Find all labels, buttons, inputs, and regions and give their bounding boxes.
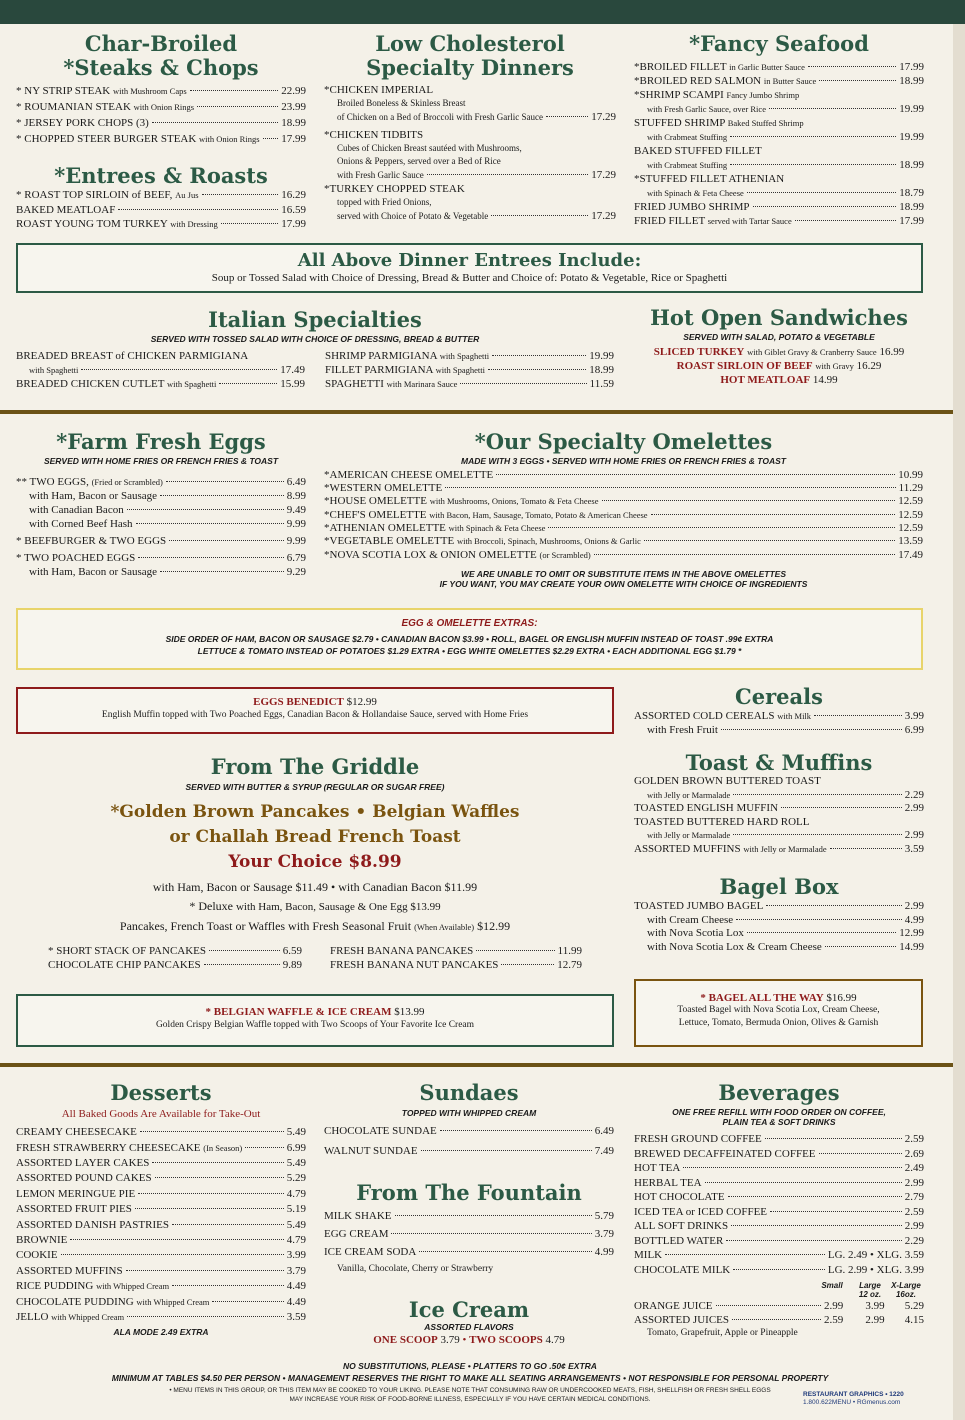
belgian-waffle-box xyxy=(16,994,614,1047)
menu-item: HOT TEA 2.49 xyxy=(634,1162,924,1175)
ice-cream-prices: ONE SCOOP 3.79 • TWO SCOOPS 4.79 xyxy=(373,1333,565,1346)
section-subtitle: ONE FREE REFILL WITH FOOD ORDER ON COFFEE, xyxy=(672,1107,886,1118)
menu-item: FRESH BANANA NUT PANCAKES 12.79 xyxy=(330,958,582,971)
menu-item: ASSORTED LAYER CAKES 5.49 xyxy=(16,1156,306,1169)
griddle-option: with Ham, Bacon or Sausage $11.49 • with Canadian Bacon $11.99 xyxy=(152,879,478,894)
menu-item: *SHRIMP SCAMPI Fancy Jumbo Shrimp xyxy=(634,89,800,102)
menu-item: BROWNIE 4.79 xyxy=(16,1233,306,1246)
section-title: Beverages xyxy=(718,1080,840,1105)
footer-line: MINIMUM AT TABLES $4.50 PER PERSON • MANAGEMENT RESERVES THE RIGHT TO MAKE ALL SEATING ARRANGEMENTS • NOT RESPONSIBLE FOR PERSONAL PROPERTY xyxy=(111,1373,829,1383)
sundaes-section xyxy=(324,1081,614,1161)
menu-item: ASSORTED MUFFINS with Jelly or Marmalade 3.59 xyxy=(634,842,924,855)
section-title: *Fancy Seafood xyxy=(689,31,869,56)
menu-item: FRESH GROUND COFFEE 2.59 xyxy=(634,1133,924,1146)
menu-item: * ROAST TOP SIRLOIN of BEEF, Au Jus 16.29 xyxy=(16,189,306,202)
menu-item: FRESH BANANA PANCAKES 11.99 xyxy=(330,944,582,957)
menu-item: ALL SOFT DRINKS 2.99 xyxy=(634,1220,924,1233)
menu-item: FILLET PARMIGIANA with Spaghetti 18.99 xyxy=(325,363,614,376)
section-title: Cereals xyxy=(735,684,823,709)
menu-item: with Nova Scotia Lox 12.99 xyxy=(647,927,924,940)
omelette-note: IF YOU WANT, YOU MAY CREATE YOUR OWN OMELETTE WITH CHOICE OF INGREDIENTS xyxy=(439,578,808,589)
menu-item: BREADED BREAST of CHICKEN PARMIGIANA xyxy=(16,349,249,362)
size-label: Large 12 oz. xyxy=(858,1281,882,1300)
farm-fresh-eggs-section xyxy=(16,430,306,579)
bagel-box-description: Toasted Bagel with Nova Scotia Lox, Cream Cheese, xyxy=(677,1005,880,1015)
benedict-header: EGGS BENEDICT $12.99 xyxy=(253,696,377,708)
menu-item: ROAST YOUNG TOM TURKEY with Dressing 17.99 xyxy=(16,218,306,231)
menu-item: ICED TEA or ICED COFFEE 2.59 xyxy=(634,1205,924,1218)
menu-item: with Corned Beef Hash 9.99 xyxy=(29,517,306,530)
griddle-headline: *Golden Brown Pancakes • Belgian Waffles xyxy=(110,801,520,822)
menu-item: MILK LG. 2.49 • XLG. 3.59 xyxy=(634,1249,924,1262)
section-subtitle: SERVED WITH BUTTER & SYRUP (REGULAR OR SUGAR FREE) xyxy=(185,782,445,793)
juice-note: Tomato, Grapefruit, Apple or Pineapple xyxy=(647,1328,798,1339)
size-label: X-Large 16oz. xyxy=(891,1281,921,1300)
griddle-option: * Deluxe with Ham, Bacon, Sausage & One Egg $13.99 xyxy=(189,898,441,913)
griddle-price: Your Choice $8.99 xyxy=(228,851,402,872)
menu-item: ROAST SIRLOIN OF BEEF with Gravy 16.29 xyxy=(676,359,882,372)
menu-item: *HOUSE OMELETTE with Mushrooms, Onions, Tomato & Feta Cheese 12.59 xyxy=(324,495,923,508)
menu-item: CREAMY CHEESECAKE 5.49 xyxy=(16,1126,306,1139)
menu-item: with Canadian Bacon 9.49 xyxy=(29,503,306,516)
section-title: Specialty Dinners xyxy=(366,55,574,81)
menu-item: *VEGETABLE OMELETTE with Broccoli, Spinach, Mushrooms, Onions & Garlic 13.59 xyxy=(324,535,923,548)
menu-item: with Fresh Garlic Sauce, over Rice 19.99 xyxy=(647,103,924,116)
menu-item: TOASTED ENGLISH MUFFIN 2.99 xyxy=(634,802,924,815)
section-title: Ice Cream xyxy=(408,1297,530,1322)
menu-item: with Jelly or Marmalade 2.99 xyxy=(647,829,924,842)
extras-line: SIDE ORDER OF HAM, BACON OR SAUSAGE $2.79 • CANADIAN BACON $3.99 • ROLL, BAGEL OR ENGLISH MUFFIN INSTEAD OF TOAST .99¢ EXTRA xyxy=(165,633,774,644)
griddle-option: Pancakes, French Toast or Waffles with Fresh Seasonal Fruit (When Available) $12.99 xyxy=(119,918,511,933)
section-title: *Steaks & Chops xyxy=(63,55,259,81)
section-subtitle: ASSORTED FLAVORS xyxy=(424,1322,514,1333)
bagel-box-header: * BAGEL ALL THE WAY $16.99 xyxy=(700,992,857,1004)
item-description: topped with Fried Onions, xyxy=(337,197,432,208)
bagel-box-description: Lettuce, Tomato, Bermuda Onion, Olives & Garnish xyxy=(678,1018,879,1028)
menu-item: *WESTERN OMELETTE 11.29 xyxy=(324,482,923,495)
box-title: All Above Dinner Entrees Include: xyxy=(297,250,642,271)
menu-item: EGG CREAM 3.79 xyxy=(324,1228,614,1241)
menu-item: with Crabmeat Stuffing 19.99 xyxy=(647,131,924,144)
menu-item: *CHEF'S OMELETTE with Bacon, Ham, Sausage, Tomato, Potato & American Cheese 12.59 xyxy=(324,508,923,521)
section-subtitle: MADE WITH 3 EGGS • SERVED WITH HOME FRIES OR FRENCH FRIES & TOAST xyxy=(461,456,786,467)
logo-line: 1.800.622MENU • RGmenus.com xyxy=(803,1399,901,1406)
menu-item: BAKED STUFFED FILLET xyxy=(634,145,762,158)
omelettes-section xyxy=(324,430,923,589)
juice-size-header xyxy=(634,1281,924,1299)
menu-item: HERBAL TEA 2.99 xyxy=(634,1176,924,1189)
menu-item: MILK SHAKE 5.79 xyxy=(324,1210,614,1223)
section-title: Toast & Muffins xyxy=(685,750,873,775)
section-divider xyxy=(0,410,953,414)
menu-item: *BROILED RED SALMON in Butter Sauce 18.99 xyxy=(634,75,924,88)
menu-item: GOLDEN BROWN BUTTERED TOAST xyxy=(634,775,821,788)
section-title: Low Cholesterol xyxy=(375,31,565,56)
restaurant-graphics-logo xyxy=(803,1391,925,1407)
omelette-note: WE ARE UNABLE TO OMIT OR SUBSTITUTE ITEMS IN THE ABOVE OMELETTES xyxy=(460,568,787,579)
menu-item: * JERSEY PORK CHOPS (3) 18.99 xyxy=(16,117,306,130)
section-title: Italian Specialties xyxy=(208,307,422,332)
menu-item: *STUFFED FILLET ATHENIAN xyxy=(634,173,785,186)
size-label: Small xyxy=(821,1281,843,1291)
menu-item: *NOVA SCOTIA LOX & ONION OMELETTE (or Scrambled) 17.49 xyxy=(324,548,923,561)
menu-item: with Cream Cheese 4.99 xyxy=(647,913,924,926)
italian-section xyxy=(16,308,614,391)
menu-item: CHOCOLATE SUNDAE 6.49 xyxy=(324,1124,614,1137)
menu-item: STUFFED SHRIMP Baked Stuffed Shrimp xyxy=(634,117,804,130)
benedict-description: English Muffin topped with Two Poached Eggs, Canadian Bacon & Hollandaise Sauce, served with Home Fries xyxy=(101,710,529,720)
page-edge xyxy=(953,24,965,1420)
section-subtitle: SERVED WITH HOME FRIES OR FRENCH FRIES & TOAST xyxy=(43,456,279,467)
menu-item: *ATHENIAN OMELETTE with Spinach & Feta Cheese 12.59 xyxy=(324,521,923,534)
menu-item: HOT CHOCOLATE 2.79 xyxy=(634,1191,924,1204)
menu-item: FRIED FILLET served with Tartar Sauce 17.99 xyxy=(634,215,924,228)
menu-item: *CHICKEN TIDBITS xyxy=(324,129,424,142)
section-title: *Farm Fresh Eggs xyxy=(56,429,266,454)
menu-item: * NY STRIP STEAK with Mushroom Caps 22.99 xyxy=(16,85,306,98)
menu-item: ICE CREAM SODA 4.99 xyxy=(324,1246,614,1259)
menu-item: BOTTLED WATER 2.29 xyxy=(634,1234,924,1247)
item-description: Broiled Boneless & Skinless Breast xyxy=(337,98,466,109)
menu-item: CHOCOLATE MILK LG. 2.99 • XLG. 3.99 xyxy=(634,1263,924,1276)
hot-open-sandwiches-section xyxy=(634,306,924,387)
menu-item: with Spaghetti 17.49 xyxy=(29,363,305,376)
extras-line: LETTUCE & TOMATO INSTEAD OF POTATOES $1.29 EXTRA • EGG WHITE OMELETTES $2.29 EXTRA • EACH ADDITIONAL EGG $1.79 * xyxy=(197,646,742,657)
bagel-box-section xyxy=(634,875,924,954)
menu-item: FRESH STRAWBERRY CHEESECAKE (In Season) 6.99 xyxy=(16,1141,306,1154)
fountain-section xyxy=(324,1181,614,1277)
menu-item: ** TWO EGGS, (Fried or Scrambled) 6.49 xyxy=(16,475,306,488)
section-title: From The Fountain xyxy=(356,1180,582,1205)
section-title: Hot Open Sandwiches xyxy=(650,305,908,330)
menu-item: HOT MEATLOAF 14.99 xyxy=(720,373,838,386)
menu-item: *CHICKEN IMPERIAL xyxy=(324,84,434,97)
griddle-section xyxy=(16,755,614,972)
menu-item: * TWO POACHED EGGS 6.79 xyxy=(16,551,306,564)
menu-item: TOASTED JUMBO BAGEL 2.99 xyxy=(634,900,924,913)
section-title: *Our Specialty Omelettes xyxy=(474,429,773,454)
section-title: From The Griddle xyxy=(210,754,420,779)
menu-item: FRIED JUMBO SHRIMP 18.99 xyxy=(634,201,924,214)
menu-item: LEMON MERINGUE PIE 4.79 xyxy=(16,1187,306,1200)
menu-item: SLICED TURKEY with Giblet Gravy & Cranberry Sauce 16.99 xyxy=(653,345,905,358)
item-description: Cubes of Chicken Breast sautéed with Mushrooms, xyxy=(337,143,522,154)
menu-item: of Chicken on a Bed of Broccoli with Fresh Garlic Sauce 17.29 xyxy=(337,111,616,124)
menu-item: SPAGHETTI with Marinara Sauce 11.59 xyxy=(325,377,614,390)
waffle-description: Golden Crispy Belgian Waffle topped with Two Scoops of Your Favorite Ice Cream xyxy=(155,1020,475,1030)
dinner-include-box xyxy=(16,243,923,293)
char-broiled-section xyxy=(16,32,306,147)
logo-line: RESTAURANT GRAPHICS • 1220 xyxy=(803,1391,904,1398)
low-cholesterol-section xyxy=(324,32,616,223)
menu-item: ASSORTED DANISH PASTRIES 5.49 xyxy=(16,1218,306,1231)
menu-item: * ROUMANIAN STEAK with Onion Rings 23.99 xyxy=(16,101,306,114)
menu-item: BAKED MEATLOAF 16.59 xyxy=(16,203,306,216)
section-title: Sundaes xyxy=(419,1080,519,1105)
toast-muffins-section xyxy=(634,751,924,856)
menu-item: with Jelly or Marmalade 2.29 xyxy=(647,788,924,801)
menu-item: with Ham, Bacon or Sausage 8.99 xyxy=(29,489,306,502)
menu-item: ASSORTED POUND CAKES 5.29 xyxy=(16,1172,306,1185)
ice-cream-section xyxy=(324,1298,614,1348)
fancy-seafood-section xyxy=(634,32,924,228)
menu-item: with Ham, Bacon or Sausage 9.29 xyxy=(29,565,306,578)
menu-item: TOASTED BUTTERED HARD ROLL xyxy=(634,815,810,828)
menu-item: with Spinach & Feta Cheese 18.79 xyxy=(647,187,924,200)
section-subtitle: All Baked Goods Are Available for Take-Out xyxy=(61,1108,261,1121)
menu-list xyxy=(16,188,306,232)
menu-item: BREADED CHICKEN CUTLET with Spaghetti 15.99 xyxy=(16,377,305,390)
box-title: EGG & OMELETTE EXTRAS: xyxy=(401,618,538,629)
menu-item: served with Choice of Potato & Vegetable 17.29 xyxy=(337,210,616,223)
footer xyxy=(60,1360,880,1404)
bagel-all-the-way-box xyxy=(634,979,923,1047)
menu-item: * CHOPPED STEER BURGER STEAK with Onion Rings 17.99 xyxy=(16,133,306,146)
waffle-header: * BELGIAN WAFFLE & ICE CREAM $13.99 xyxy=(205,1006,425,1018)
eggs-benedict-box xyxy=(16,687,614,734)
menu-item: with Crabmeat Stuffing 18.99 xyxy=(647,159,924,172)
menu-item: ASSORTED COLD CEREALS with Milk 3.99 xyxy=(634,710,924,723)
menu-item: with Fresh Fruit 6.99 xyxy=(647,724,924,737)
section-divider xyxy=(0,1063,953,1067)
menu-item: CHOCOLATE CHIP PANCAKES 9.89 xyxy=(48,958,302,971)
menu-item: ASSORTED JUICES 2.59 2.99 4.15 xyxy=(634,1314,924,1327)
ala-mode-note: ALA MODE 2.49 EXTRA xyxy=(113,1327,209,1338)
griddle-headline: or Challah Bread French Toast xyxy=(169,826,461,847)
menu-item: *TURKEY CHOPPED STEAK xyxy=(324,183,465,196)
menu-item: CHOCOLATE PUDDING with Whipped Cream 4.49 xyxy=(16,1295,306,1308)
desserts-section xyxy=(16,1081,306,1338)
section-subtitle: TOPPED WITH WHIPPED CREAM xyxy=(401,1108,537,1119)
menu-item: COOKIE 3.99 xyxy=(16,1249,306,1262)
menu-list xyxy=(634,1132,924,1248)
menu-item: * SHORT STACK OF PANCAKES 6.59 xyxy=(48,944,302,957)
section-subtitle: PLAIN TEA & SOFT DRINKS xyxy=(722,1117,836,1128)
footer-disclaimer: MAY INCREASE YOUR RISK OF FOOD-BORNE ILLNESS, ESPECIALLY IF YOU HAVE CERTAIN MEDICAL CONDITIONS. xyxy=(289,1396,651,1403)
section-title: Char-Broiled xyxy=(84,31,238,56)
menu-item: ASSORTED MUFFINS 3.79 xyxy=(16,1264,306,1277)
footer-disclaimer: • MENU ITEMS IN THIS GROUP, OR THIS ITEM MAY BE COOKED TO YOUR LIKING. PLEASE NOTE THAT CONSUMING RAW OR UNDERCOOKED MEATS, FISH, SHELLFISH OR FRESH SHELL EGGS xyxy=(169,1387,771,1394)
menu-list xyxy=(16,83,306,147)
menu-item: with Nova Scotia Lox & Cream Cheese 14.99 xyxy=(647,940,924,953)
section-title: *Entrees & Roasts xyxy=(54,163,268,188)
section-title: Desserts xyxy=(110,1080,212,1105)
menu-item: ASSORTED FRUIT PIES 5.19 xyxy=(16,1203,306,1216)
menu-item: *BROILED FILLET in Garlic Butter Sauce 17.99 xyxy=(634,61,924,74)
menu-item: * BEEFBURGER & TWO EGGS 9.99 xyxy=(16,534,306,547)
top-banner xyxy=(0,0,965,24)
box-text: Soup or Tossed Salad with Choice of Dressing, Bread & Butter and Choice of: Potato & Vegetable, Rice or Spaghetti xyxy=(211,271,728,284)
section-subtitle: SERVED WITH TOSSED SALAD WITH CHOICE OF DRESSING, BREAD & BUTTER xyxy=(150,334,480,345)
entrees-section xyxy=(16,164,306,232)
egg-extras-box xyxy=(16,608,923,670)
menu-item: JELLO with Whipped Cream 3.59 xyxy=(16,1311,306,1324)
menu-item: with Fresh Garlic Sauce 17.29 xyxy=(337,169,616,182)
beverages-section xyxy=(634,1081,924,1340)
menu-list xyxy=(16,1125,306,1325)
menu-item: WALNUT SUNDAE 7.49 xyxy=(324,1144,614,1157)
section-title: Bagel Box xyxy=(719,874,839,899)
menu-item: *AMERICAN CHEESE OMELETTE 10.99 xyxy=(324,468,923,481)
menu-item: ORANGE JUICE 2.99 3.99 5.29 xyxy=(634,1300,924,1313)
item-description: Onions & Peppers, served over a Bed of Rice xyxy=(337,156,501,167)
flavors-note: Vanilla, Chocolate, Cherry or Strawberry xyxy=(337,1264,494,1275)
menu-item: RICE PUDDING with Whipped Cream 4.49 xyxy=(16,1280,306,1293)
section-subtitle: SERVED WITH SALAD, POTATO & VEGETABLE xyxy=(683,332,875,343)
footer-line: NO SUBSTITUTIONS, PLEASE • PLATTERS TO GO .50¢ EXTRA xyxy=(343,1361,597,1371)
cereals-section xyxy=(634,685,924,737)
menu-item: SHRIMP PARMIGIANA with Spaghetti 19.99 xyxy=(325,349,614,362)
menu-item: BREWED DECAFFEINATED COFFEE 2.69 xyxy=(634,1147,924,1160)
